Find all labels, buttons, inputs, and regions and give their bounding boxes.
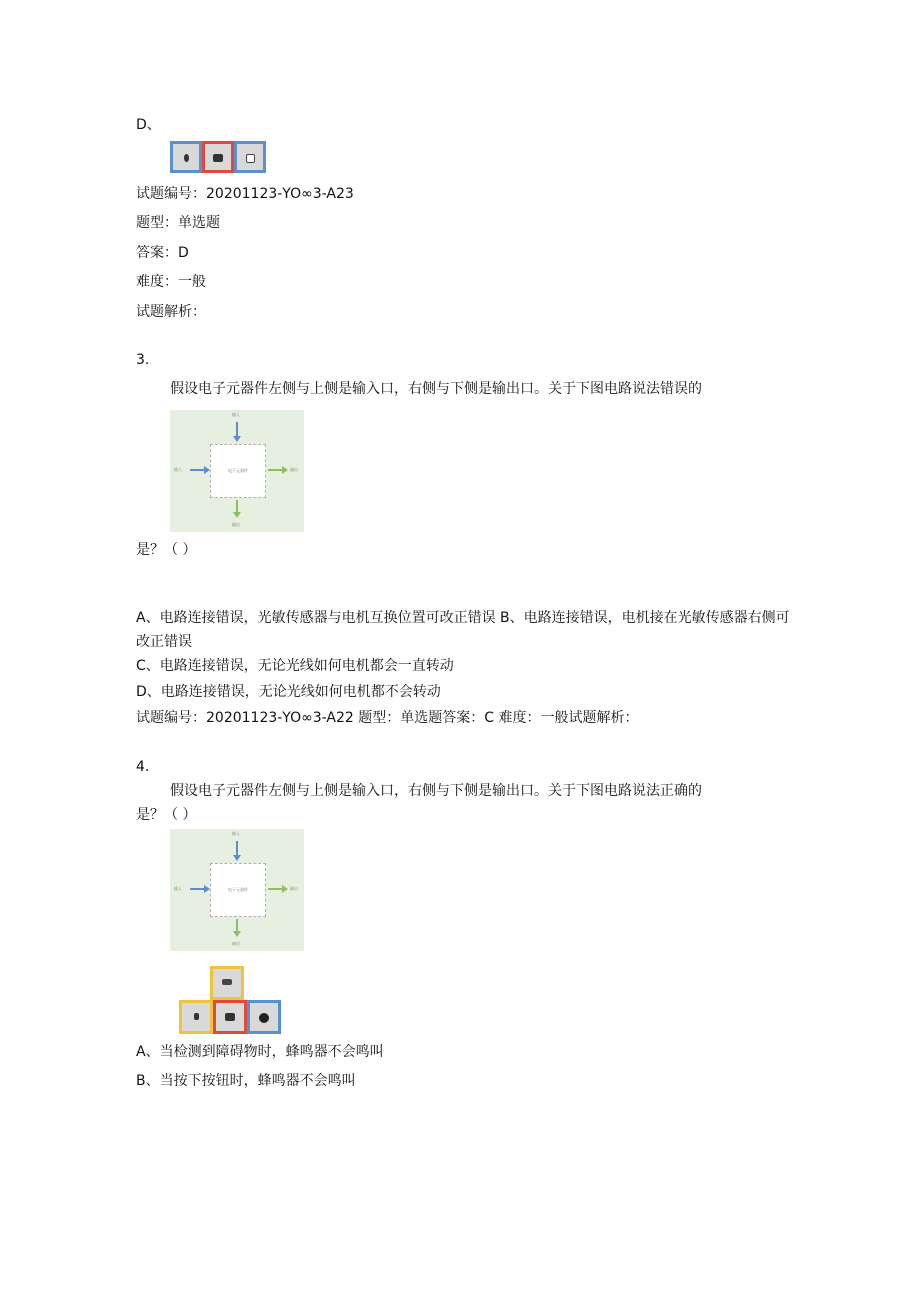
- question-answer: 答案：D: [136, 245, 189, 261]
- buzzer-module: [247, 1000, 281, 1034]
- module-strip-q2: [170, 141, 266, 173]
- button-icon: [194, 1013, 199, 1020]
- obstacle-sensor-module: [210, 966, 244, 1000]
- module-strip-q4: [179, 1000, 281, 1034]
- option-c: C、电路连接错误，无论光线如何电机都会一直转动: [136, 658, 454, 674]
- options-ab: A、电路连接错误，光敏传感器与电机互换位置可改正错误 B、电路连接错误，电机接在光敏传感器右侧可改正错误: [136, 610, 790, 650]
- controller-icon: [225, 1013, 235, 1021]
- controller-module: [202, 141, 234, 173]
- input-top-label: 输入: [232, 831, 240, 836]
- obstacle-sensor-icon: [222, 979, 232, 985]
- question-id: 试题编号：20201123-YO∞3-A23: [136, 186, 354, 202]
- output-bottom-label: 输出: [232, 941, 240, 946]
- question-number: 4.: [136, 759, 150, 775]
- io-diagram: [170, 829, 304, 951]
- buzzer-icon: [259, 1013, 269, 1023]
- input-left-label: 输入: [174, 467, 182, 472]
- output-right-label: 输出: [290, 467, 298, 472]
- question-stem-tail: 是？（ ）: [136, 807, 197, 823]
- input-top-label: 输入: [232, 412, 240, 417]
- question-type: 题型：单选题: [136, 215, 220, 231]
- output-module: [234, 141, 266, 173]
- output-right-label: 输出: [290, 886, 298, 891]
- question-stem: 假设电子元器件左侧与上侧是输入口，右侧与下侧是输出口。关于下图电路说法正确的: [170, 783, 702, 799]
- input-left-label: 输入: [174, 886, 182, 891]
- component-box: 电子元器件: [210, 863, 266, 917]
- controller-icon: [213, 154, 223, 162]
- question-analysis: 试题解析：: [136, 304, 206, 320]
- option-d: D、电路连接错误，无论光线如何电机都不会转动: [136, 684, 441, 700]
- button-module: [179, 1000, 213, 1034]
- question-number: 3.: [136, 352, 150, 368]
- question-difficulty: 难度：一般: [136, 274, 206, 290]
- question-stem-tail: 是？（ ）: [136, 542, 197, 558]
- option-d-label: D、: [136, 117, 161, 133]
- sensor-module: [170, 141, 202, 173]
- motor-icon: [246, 154, 255, 163]
- controller-module: [213, 1000, 247, 1034]
- component-box: 电子元器件: [210, 444, 266, 498]
- question-stem: 假设电子元器件左侧与上侧是输入口，右侧与下侧是输出口。关于下图电路说法错误的: [170, 381, 702, 397]
- output-bottom-label: 输出: [232, 522, 240, 527]
- option-b: B、当按下按钮时，蜂鸣器不会鸣叫: [136, 1073, 356, 1089]
- light-sensor-icon: [184, 154, 189, 162]
- question-meta: 试题编号：20201123-YO∞3-A22 题型：单选题答案：C 难度：一般试题解析：: [136, 710, 639, 726]
- io-diagram: [170, 410, 304, 532]
- option-a: A、当检测到障碍物时，蜂鸣器不会鸣叫: [136, 1044, 384, 1060]
